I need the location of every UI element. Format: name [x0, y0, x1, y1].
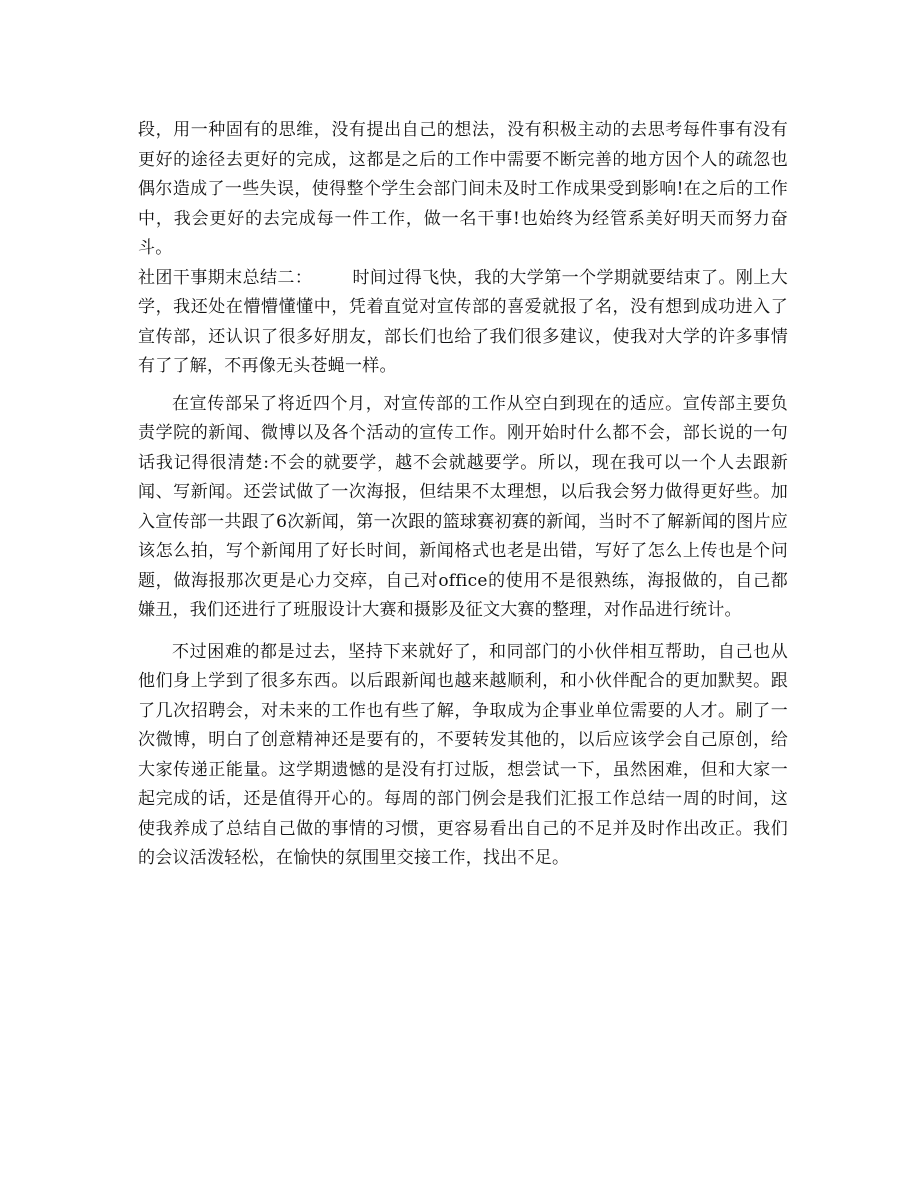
section-heading: 社团干事期末总结二： [138, 267, 313, 288]
paragraph-difficulties: 不过困难的都是过去，坚持下来就好了，和同部门的小伙伴相互帮助，自己也从他们身上学到了很多东西。以后跟新闻也越来越顺利，和小伙伴配合的更加默契。跟了几次招聘会，对未来的工作也有些了解，争取成为企事业单位需要的人才。刷了一次微博，明白了创意精神还是要有的，不要转发其他的，以后应该学会自己原创，给大家传递正能量。这学期遗憾的是没有打过版，想尝试一下，虽然困难，但和大家一起完成的话，还是值得开心的。每周的部门例会是我们汇报工作总结一周的时间，这使我养成了总结自己做的事情的习惯，更容易看出自己的不足并及时作出改正。我们的会议活泼轻松，在愉快的氛围里交接工作，找出不足。 [138, 641, 788, 868]
paragraph-summary-two [138, 264, 788, 382]
paragraph-continuation: 段，用一种固有的思维，没有提出自己的想法，没有积极主动的去思考每件事有没有更好的途径去更好的完成，这都是之后的工作中需要不断完善的地方因个人的疏忽也偶尔造成了一些失误，使得整个学生会部门间未及时工作成果受到影响!在之后的工作中，我会更好的去完成每一件工作，做一名干事!也始终为经管系美好明天而努力奋斗。 [138, 120, 788, 258]
paragraph-summary-two-text: 时间过得飞快，我的大学第一个学期就要结束了。刚上大学，我还处在懵懵懂懂中，凭着直觉对宣传部的喜爱就报了名，没有想到成功进入了宣传部，还认识了很多好朋友，部长们也给了我们很多建议，使我对大学的许多事情有了了解，不再像无头苍蝇一样。 [138, 267, 789, 376]
paragraph-publicity-work: 在宣传部呆了将近四个月，对宣传部的工作从空白到现在的适应。宣传部主要负责学院的新闻、微博以及各个活动的宣传工作。刚开始时什么都不会，部长说的一句话我记得很清楚:不会的就要学，越不会就越要学。所以，现在我可以一个人去跟新闻、写新闻。还尝试做了一次海报，但结果不太理想，以后我会努力做得更好些。加入宣传部一共跟了6次新闻，第一次跟的篮球赛初赛的新闻，当时不了解新闻的图片应该怎么拍，写个新闻用了好长时间，新闻格式也老是出错，写好了怎么上传也是个问题，做海报那次更是心力交瘁，自己对office的使用不是很熟练，海报做的，自己都嫌丑，我们还进行了班服设计大赛和摄影及征文大赛的整理，对作品进行统计。 [138, 393, 788, 620]
document-body [138, 116, 788, 874]
